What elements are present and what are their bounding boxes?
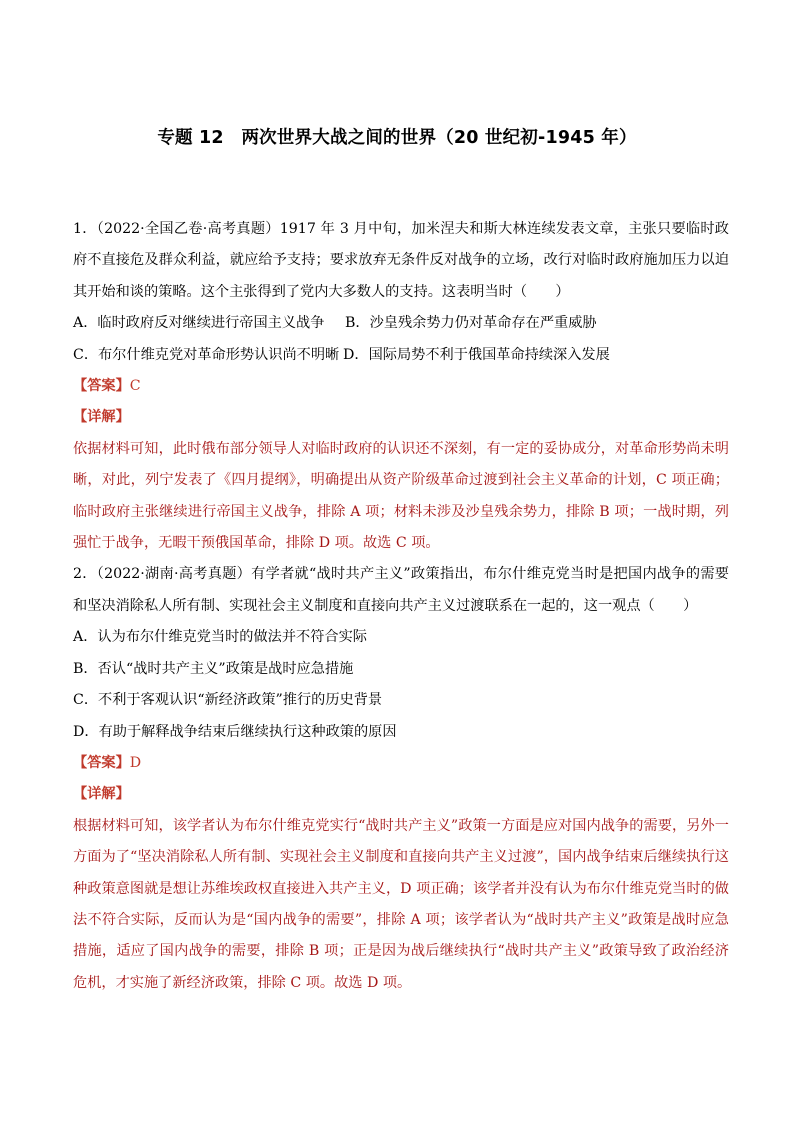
option-d: D．国际局势不利于俄国革命持续深入发展 <box>343 346 610 363</box>
answer-label: 【答案】 <box>73 754 130 771</box>
page-title: 专题 12 两次世界大战之间的世界（20 世纪初-1945 年） <box>157 128 637 148</box>
option-row <box>73 308 729 339</box>
answer-line <box>73 748 729 779</box>
detail-label: 【详解】 <box>73 409 130 426</box>
answer-value: D <box>129 754 142 771</box>
answer-line <box>73 371 729 402</box>
option-d: D．有助于解释战争结束后继续执行这种政策的原因 <box>73 723 397 740</box>
analysis-text: 根据材料可知，该学者认为布尔什维克党实行“战时共产主义”政策一方面是应对国内战争的需要，另外一方面为了“坚决消除私人所有制、实现社会主义制度和直接向共产主义过渡”，国内战争结束后继续执行这种政策意图就是想让苏维埃政权直接进入共产主义，D 项正确；该学者并没有认为布尔什维克党当时的做法不符合实际，反而认为是“国内战争的需要”，排除 A 项；该学者认为“战时共产主义”政策是战时应急措施，适应了国内战争的需要，排除 B 项；正是因为战后继续执行“战时共产主义”政策导致了政治经济危机，才实施了新经济政策，排除 C 项。故选 D 项。 <box>73 817 729 991</box>
question-list <box>73 214 729 999</box>
detail-label: 【详解】 <box>73 786 130 803</box>
option-b: B．沙皇残余势力仍对革命存在严重威胁 <box>345 315 597 332</box>
answer-label: 【答案】 <box>73 378 130 395</box>
question-2 <box>73 559 729 999</box>
option-a: A．临时政府反对继续进行帝国主义战争 <box>73 315 325 332</box>
option-c: C．不利于客观认识“新经济政策”推行的历史背景 <box>73 692 383 709</box>
option-a: A．认为布尔什维克党当时的做法并不符合实际 <box>73 629 367 646</box>
answer-value: C <box>129 378 141 395</box>
question-stem: 2．（2022·湖南·高考真题）有学者就“战时共产主义”政策指出，布尔什维克党当时是把国内战争的需要和坚决消除私人所有制、实现社会主义制度和直接向共产主义过渡联系在一起的，这一观点（ ） <box>73 566 729 614</box>
option-b: B．否认“战时共产主义”政策是战时应急措施 <box>73 660 354 677</box>
option-row <box>73 340 729 371</box>
detail-line <box>73 402 729 433</box>
question-stem: 1．（2022·全国乙卷·高考真题）1917 年 3 月中旬，加米涅夫和斯大林连续发表文章，主张只要临时政府不直接危及群众利益，就应给予支持；要求放弃无条件反对战争的立场，改行对临时政府施加压力以迫其开始和谈的策略。这个主张得到了党内大多数人的支持。这表明当时（ ） <box>73 221 729 300</box>
question-1 <box>73 214 729 559</box>
analysis-text: 依据材料可知，此时俄布部分领导人对临时政府的认识还不深刻，有一定的妥协成分，对革命形势尚未明晰，对此，列宁发表了《四月提纲》，明确提出从资产阶级革命过渡到社会主义革命的计划，C 项正确；临时政府主张继续进行帝国主义战争，排除 A 项；材料未涉及沙皇残余势力，排除 B 项；一战时期，列强忙于战争，无暇干预俄国革命，排除 D 项。故选 C 项。 <box>73 440 729 552</box>
detail-line <box>73 779 729 810</box>
option-c: C．布尔什维克党对革命形势认识尚不明晰 <box>73 346 340 363</box>
